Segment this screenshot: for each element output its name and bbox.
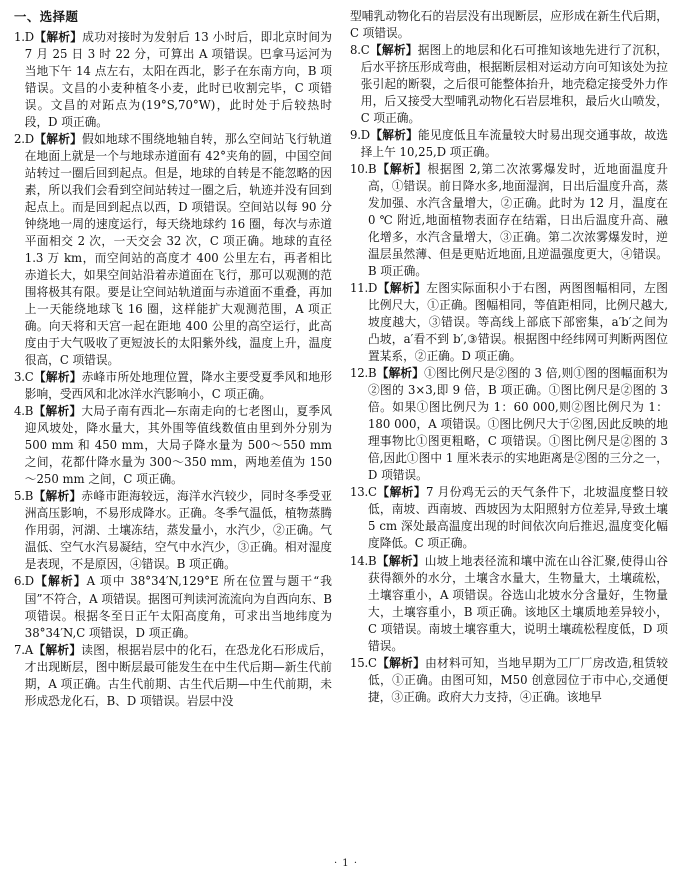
page-number: · 1 ·: [333, 858, 359, 869]
item-number: 2.: [14, 132, 25, 147]
item-answer-letter: B: [24, 489, 34, 504]
item-body: [25, 131, 332, 369]
item-number: 13.: [350, 485, 368, 500]
item-text: 根据图 2,第二次浓雾爆发时，近地面温度升高，①错误。前日降水多,地面湿润，日出后温度升高，蒸发加强、水汽含量增大，②正确。此时为 12 月，温度在 0 ℃ 附近,地面植物表面存在结霜，日出后温度升高、融化增多，水汽含量增大，③正确。第二次浓雾爆发时，逆温层虽然薄、但是更贴近地面,且逆温强度更大，④错误。B 项正确。: [368, 162, 668, 279]
item-number: 14.: [350, 553, 368, 568]
answer-item: [14, 573, 332, 641]
item-number: 6.: [14, 574, 25, 589]
item-answer-letter: D: [368, 281, 378, 296]
analysis-tag: 【解析】: [34, 29, 83, 44]
item-answer-letter: D: [24, 574, 35, 589]
analysis-tag: 【解析】: [34, 574, 87, 589]
item-body: [25, 403, 332, 488]
item-body: [368, 161, 668, 280]
item-text: A 项中 38°34′N,129°E 所在位置与题干“我国”不符合，A 项错误。据图可判读河流流向为自西向东、B 项错误。根据冬至日正午太阳高度角，可求出当地纬度为 38°34′N,C 项错误，D 项正确。: [24, 574, 332, 640]
item-text: 据图上的地层和化石可推知该地先进行了沉积，后水平挤压形成弯曲，根据断层相对运动方向可知该处为拉张引起的断裂，之后很可能整体抬升，地壳稳定接受外力作用，后又接受大型哺乳动物化石岩层堆积，最后火山喷发，C 项正确。: [360, 43, 668, 126]
item-body: [25, 369, 332, 403]
item-text: 型哺乳动物化石的岩层没有出现断层，应形成在新生代后期，C 项错误。: [350, 9, 668, 41]
item-number: 3.: [14, 370, 25, 385]
item-text: 成功对接时为发射后 13 小时后，即北京时间为 7 月 25 日 3 时 22 分，可算出 A 项错误。巴拿马运河为当地下午 14 点左右，太阳在西北，影子在东南方向，B 项错误。文昌的小麦种植冬小麦，此时已收割完毕，C 项错误。文昌的对跖点为(19°S,70°W)，此时处于后较热时段，D 项正确。: [24, 29, 332, 130]
analysis-tag: 【解析】: [377, 281, 427, 296]
analysis-tag: 【解析】: [376, 485, 427, 500]
item-text: 能见度低且车流量较大时易出现交通事故，故选择上午 10,25,D 项正确。: [360, 128, 668, 160]
item-body: [368, 553, 668, 655]
analysis-tag: 【解析】: [370, 128, 419, 143]
item-text: ①图比例尺是②图的 3 倍,则①图的图幅面积为②图的 3×3,即 9 倍，B 项正确。①图比例尺是②图的 3 倍。如果①图比例尺为 1：60 000,则②图比例尺为 1：180 000，A 项错误。①图比例尺大于②图,因此反映的地理事物比①图更粗略，C 项错误。①图比例尺是②图的 3 倍,因此①图中 1 厘米表示的实地距离是②图的三分之一，D 项错误。: [368, 366, 668, 483]
item-answer-letter: A: [24, 642, 34, 657]
item-number: 1.: [14, 29, 25, 44]
item-body: [368, 655, 668, 706]
answer-item: [350, 127, 668, 161]
item-body: [25, 642, 332, 710]
item-text: 大局子南有西北—东南走向的七老图山，夏季风迎风坡处，降水量大，其外围等值线数值由里到外分别为 500 mm 和 450 mm，大局子降水量为 500～550 mm 之间，花都什降水量为 300～350 mm，两地差值为 150～250 mm 之间，C 项正确。: [24, 404, 332, 487]
analysis-tag: 【解析】: [33, 404, 82, 419]
item-text: 左图实际面积小于右图，两图图幅相同，左图比例尺大，①正确。图幅相同，等值距相同，比例尺越大,坡度越大，③错误。等高线上部底下部密集，a′b′之间为凸坡，a′看不到 b′,③错误。根据图中经纬网可判断两图位置某系，②正确。D 项正确。: [368, 281, 668, 364]
item-number: 10.: [350, 162, 368, 177]
item-body: [25, 29, 332, 131]
item-answer-letter: C: [24, 370, 34, 385]
item-answer-letter: D: [24, 132, 35, 147]
item-answer-letter: D: [24, 29, 35, 44]
item-number: 15.: [350, 655, 368, 670]
right-column: [350, 8, 668, 848]
answer-item: [350, 280, 668, 365]
item-body: [361, 127, 668, 161]
analysis-tag: 【解析】: [33, 642, 82, 657]
item-answer-letter: B: [24, 404, 34, 419]
analysis-tag: 【解析】: [376, 366, 425, 381]
answer-item: [14, 29, 332, 131]
item-number: 7.: [14, 642, 25, 657]
item-body: [361, 42, 668, 127]
item-text: 读图，根据岩层中的化石，在恐龙化石形成后，才出现断层，图中断层最可能发生在中生代后期—新生代前期，A 项正确。古生代前期、古生代后期—中生代前期，未形成恐龙化石，B、D 项错误。岩层中没: [24, 642, 332, 708]
item-number: 11.: [350, 281, 368, 296]
item-body: [25, 573, 332, 641]
answer-item: [14, 369, 332, 403]
section-title: 一、选择题: [14, 9, 79, 24]
answer-item: [14, 131, 332, 369]
item-answer-letter: B: [368, 553, 377, 568]
item-answer-letter: C: [360, 43, 370, 58]
item-body: [25, 488, 332, 573]
analysis-tag: 【解析】: [376, 655, 426, 670]
answer-item: [14, 488, 332, 573]
answer-item: [14, 642, 332, 710]
item-number: 4.: [14, 404, 25, 419]
analysis-tag: 【解析】: [376, 553, 425, 568]
item-answer-letter: B: [368, 162, 377, 177]
item-answer-letter: D: [360, 128, 371, 143]
item-text: 赤峰市距海较远，海洋水汽较少，同时冬季受亚洲高压影响，不易形成降水。正确。冬季气温低，植物蒸腾作用弱，河湖、土壤冻结，蒸发量小，水汽少，②正确。气温低、空气水汽易凝结，空气中水汽少，③正确。相对湿度是表现，不是原因，④错误。B 项正确。: [24, 489, 332, 572]
answer-item: [350, 161, 668, 280]
analysis-tag: 【解析】: [33, 489, 82, 504]
item-answer-letter: C: [368, 655, 377, 670]
analysis-tag: 【解析】: [33, 370, 82, 385]
item-body: [368, 365, 668, 484]
analysis-tag: 【解析】: [34, 132, 83, 147]
analysis-tag: 【解析】: [376, 162, 428, 177]
item-answer-letter: C: [368, 485, 377, 500]
item-body: [368, 484, 668, 552]
item-text: 山坡上地表径流和壤中流在山谷汇聚,使得山谷获得额外的水分，土壤含水量大，生物量大，土壤疏松，土壤容重小，A 项错误。谷选山北坡水分含量好，生物量大，土壤容重小，B 项正确。该地区土壤质地差异较小，C 项错误。南坡土壤容重大，说明土壤疏松程度低，D 项错误。: [368, 553, 668, 653]
answer-item: [14, 403, 332, 488]
item-body: [368, 280, 668, 365]
answer-item: [350, 365, 668, 484]
left-column: [14, 8, 332, 848]
item-number: 5.: [14, 489, 25, 504]
two-column-layout: [14, 8, 678, 848]
item-number: 8.: [350, 43, 361, 58]
item-text: 7 月份鸡无云的天气条件下，北坡温度整日较低，南坡、西南坡、西坡因为太阳照射方位差异,导致土壤 5 cm 深处最高温度出现的时间依次向后推迟,温度变化幅度降低。C 项正确。: [368, 485, 668, 551]
answer-item: [350, 655, 668, 706]
item-number: 9.: [350, 128, 361, 143]
analysis-tag: 【解析】: [369, 43, 418, 58]
answer-item: [350, 484, 668, 552]
answer-item-continuation: [350, 8, 668, 42]
item-text: 赤峰市所处地理位置，降水主要受夏季风和地形影响，受西风和北冰洋水汽影响小，C 项正确。: [24, 370, 332, 402]
item-text: 由材料可知，当地早期为工厂厂房改造,租赁较低，①正确。由图可知，M50 创意园位于市中心,交通便捷，③正确。政府大力支持，④正确。该地早: [368, 655, 668, 704]
answer-item: [350, 553, 668, 655]
item-answer-letter: B: [368, 366, 377, 381]
item-text: 假如地球不围绕地轴自转，那么空间站飞行轨道在地面上就是一个与地球赤道面有 42°夹角的圆，中国空间站转过一圈后回到起点。但是，地球的自转是不能忽略的因素，所以我们会看到空间站转过一圈之后，轨迹并没有回到起点上。而是回到起点以西，D 项错误。空间站以每 90 分钟绕地一周的速度运行，每天绕地球约 16 圈，每次与赤道平面相交 2 次，一天交会 32 次，C 项正确。地球的直径 1.3 万 km，而空间站的高度才 400 公里左右，再者相比赤道长大，如果空间站沿着赤道面在飞行，那可以观测的范围将极其有限。要是让空间站轨道面与赤道面不重叠，再加上一天能绕地球飞 16 圈，这样能扩大观测范围，A 项正确。向天将和天宫一起在距地 400 公里的高空运行，此高度由于大气吸收了更短波长的太阳紫外线，温度上升，温度很高，C 项错误。: [24, 132, 332, 368]
item-number: 12.: [350, 366, 368, 381]
answer-item: [350, 42, 668, 127]
